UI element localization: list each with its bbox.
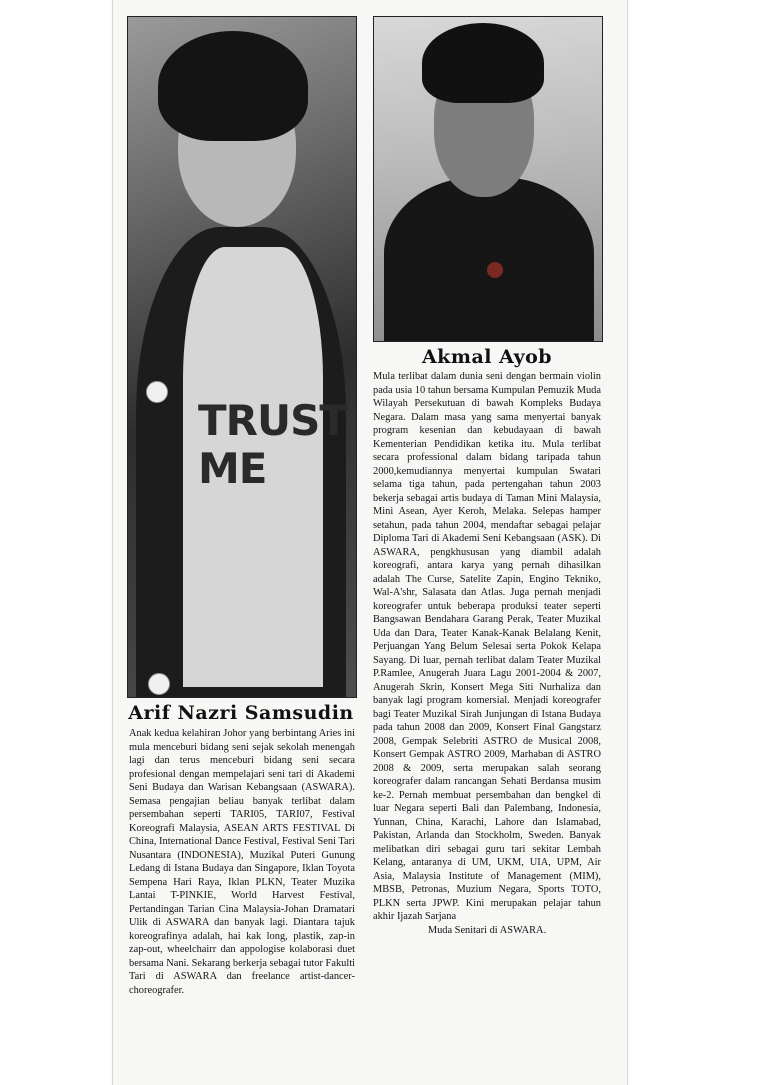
akmal-name-heading: Akmal Ayob [421, 346, 553, 368]
shirt-shape [384, 177, 594, 342]
lapel-flower-icon [487, 262, 503, 278]
hair-shape [158, 31, 308, 141]
jacket-button-icon [148, 673, 170, 695]
arif-biography: Anak kedua kelahiran Johor yang berbintang Aries ini mula menceburi bidang seni sejak sekolah menengah lagi dan terus menceburi bidang seni secara profesional dengan mempelajari seni tari di Akademi Seni Budaya dan Warisan Kebangsaan (ASWARA). Semasa pengajian beliau banyak terlibat dalam persembahan seperti TARI05, TARI07, Festival Koreografi Malaysia, ASEAN ARTS FESTIVAL Di China, International Dance Festival, Festival Seni Tari Nusantara (INDONESIA), Muzikal Puteri Gunung Ledang di Istana Budaya dan Singapore, Iklan Toyota Sempena Hari Raya, Iklan PLKN, Teater Muzika Lantai T-PINKIE, World Harvest Festival, Pertandingan Tarian Cina Malaysia-Johan Dramatari Ulik di ASWARA dan banyak lagi. Diantara tajuk koreografinya adalah, hai kak long, plastik, zap-in zap-out, wheelchairr dan appologise kolaborasi duet bersama Nani. Sekarang berkerja sebagai tutor Fakulti Tari di ASWARA dan freelance artist-dancer-choreografer. [129, 728, 355, 996]
akmal-bio-text: Mula terlibat dalam dunia seni dengan bermain violin pada usia 10 tahun bersama Kumpulan Pemuzik Muda Wilayah Persekutuan di bawah Kompleks Budaya Negara. Dalam masa yang sama menyertai banyak program kesenian dan kebudayaan di bawah Kementerian Pendidikan ketika itu. Mula terlibat secara professional dalam bidang taripada tahun 2000,kemudiannya menyertai kumpulan Swatari selama tiga tahun, pada pertengahan tahun 2003 bekerja sebagai artis budaya di Taman Mini Malaysia, Mini Asean, Ayer Keroh, Melaka. Selepas hamper setahun, pada tahun 2004, mendaftar sebagai pelajar Diploma Tari di Akademi Seni Kebangsaan (ASK). Di ASWARA, pengkhususan yang diambil adalah koreografi, antara karya yang pernah dihasilkan adalah The Curse, Satelite Zapin, Engino Tekniko, Wal-A'shr, Salasata dan Atlas. Juga pernah menjadi koreografer untuk beberapa produksi teater seperti Bangsawan Bendahara Garang Perak, Teater Muzikal Uda dan Dara, Teater Kanak-Kanak Belalang Kenit, Perjuangan Yang Belum Selesai serta Pokok Kelapa Sayang. Di luar, pernah terlibat dalam Teater Muzikal P.Ramlee, Anugerah Juara Lagu 2001-2004 & 2007, Anugerah Skrin, Konsert Mega Siti Nurhaliza dan banyak lagi program komersial. Menjadi koreografer bagi Teater Muzikal Sirah Junjungan di Istana Budaya pada tahun 2008 dan 2009, Konsert Final Gangstarz 2008, Gempak Selebriti ASTRO de Musical 2008, Konsert Gempak ASTRO 2009, Marhaban di ASTRO 2008 & 2009, serta merupakan salah seorang koreografer dalam rancangan Sehati Berdansa musim ke-2. Pernah membuat persembahan dan bengkel di luar Negara seperti Bali dan Palembang, Indonesia, Yunnan, China, Karachi, Lahore dan Islamabad, Pakistan, Arlanda dan Stockholm, Sweden. Banyak melibatkan diri sebagai guru tari sekitar Lembah Kelang, antaranya di UM, UKM, UIA, UPM, Air Asia, Malaysia Institute of Management (MIM), MBSB, Petronas, Muzium Negara, Sports TOTO, PLKN serta JPWP. Kini merupakan pelajar tahun akhir Ijazah Sarjana [373, 371, 601, 922]
shirt-print-text: TRUST ME [198, 396, 347, 493]
arif-portrait-photo [127, 16, 357, 698]
arif-name-heading: Arif Nazri Samsudin [128, 702, 354, 724]
jacket-button-icon [146, 381, 168, 403]
akmal-bio-last-line: Muda Senitari di ASWARA. [427, 924, 547, 936]
brochure-page [112, 0, 628, 1085]
akmal-portrait-photo [373, 16, 603, 342]
hair-shape [422, 23, 544, 103]
akmal-biography [373, 370, 601, 937]
